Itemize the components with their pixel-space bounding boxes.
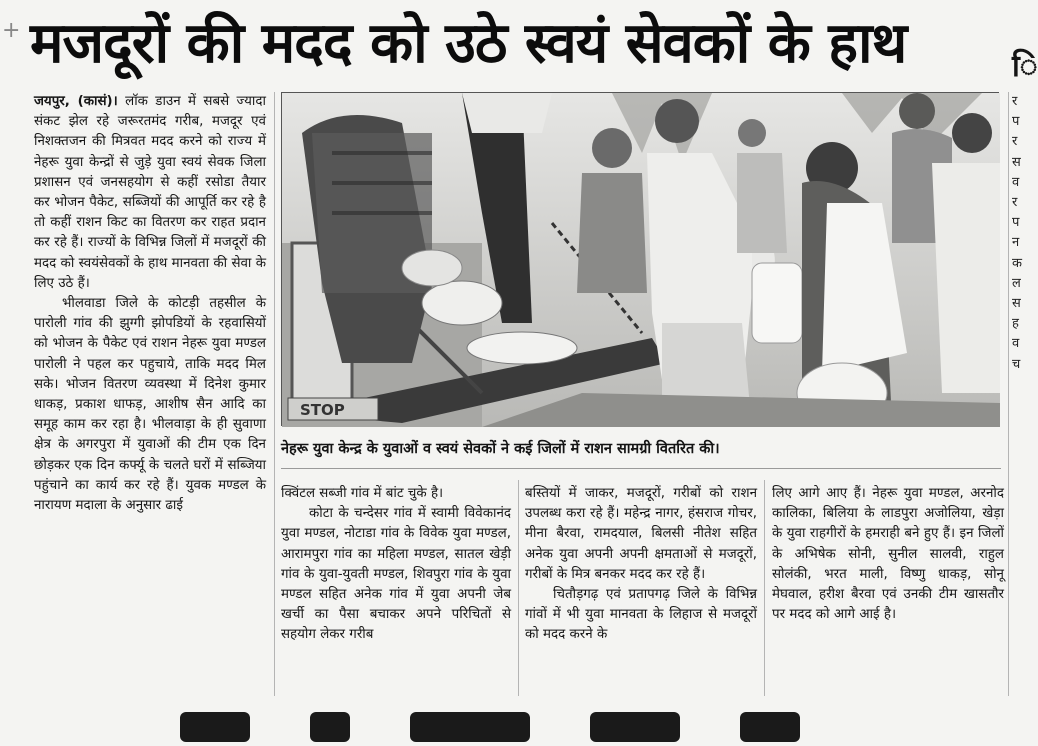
article-column-1 [34,92,266,702]
next-headline-fragment [180,712,980,727]
column-rule [274,92,275,696]
paragraph: लिए आगे आए हैं। नेहरू युवा मण्डल, अरनोद कालिका, बिलिया के लाडपुरा अजोलिया, खेड़ा के युवा राहगीरों के हमराही बने हुए हैं। इन जिलों के अभिषेक सोनी, सुनील सालवी, राहुल सोलंकी, भरत माली, विष्णु धाकड़, सोनू मेघवाल, हरीश बैरवा एवं उनकी टीम खासतौर पर मदद को आगे आई है। [772,486,1004,623]
column-rule [518,480,519,696]
paragraph: भीलवाडा जिले के कोटड़ी तहसील के पारोली गांव की झुग्गी झोपडियों के रहवासियों को भोजन के पैकेट एवं राशन नेहरू युवा मण्डल पारोली ने पहल कर पहुचाये, ताकि मदद मिल सके। भोजन वितरण व्यवस्था में दिनेश कुमार धाकड़, प्रकाश धाफड़, आशीष सैन आदि का समूह काम कर रहा है। भीलवाड़ा के ही सुवाणा क्षेत्र के अगरपुरा में युवाओं की टीम एक दिन छोड़कर एक दिन कर्फ्यू के चलते घरों में सब्जिया पहुंचाने का कार्य कर रहे हैं। युवक मण्डल के नारायण मदाला के अनुसार ढाई [34,296,266,514]
headline: मजदूरों की मदद को उठे स्वयं सेवकों के हाथ [30,11,907,76]
crop-mark: + [2,18,21,43]
paragraph: कोटा के चन्देसर गांव में स्वामी विवेकानंद युवा मण्डल, नोटाडा गांव के विवेक युवा मण्डल, आरामपुरा गांव का महिला मण्डल, सातल खेड़ी गांव के युवा-युवती मण्डल, शिवपुरा गांव के युवा मण्डल सहित अनेक गांव में युवा अपनी जेब खर्ची का पैसा बचाकर अपने परिचितों से सहयोग लेकर गरीब [281,506,511,643]
paragraph: क्विंटल सब्जी गांव में बांट चुके है। [281,486,444,501]
dateline: जयपुर, (कासं)। [34,94,118,109]
caption-rule [281,468,1001,469]
article-column-3 [525,484,757,699]
adjacent-article-edge: ि [1012,49,1038,84]
article-column-4 [772,484,1004,699]
column-rule [764,480,765,696]
paragraph: बस्तियों में जाकर, मजदूरों, गरीबों को राशन उपलब्ध करा रहे हैं। महेन्द्र नागर, हंसराज गोचर, मीना बैरवा, रामदयाल, बिलसी नीतेश सहित अनेक युवा अपनी अपनी क्षमताओं से मजदूरों, गरीबों के मित्र बनकर मदद कर रहे हैं। [525,486,757,582]
article-column-2 [281,484,511,699]
adjacent-article-fragment: र प र स व र प न क ल स ह व च [1012,94,1022,372]
paragraph: चितौड़गढ़ एवं प्रतापगढ़ जिले के विभिन्न गांवों में भी युवा मानवता के लिहाज से मजदूरों को मदद करने के [525,587,757,643]
vehicle-stop-text: STOP [300,401,345,419]
column-rule [1008,92,1009,696]
paragraph-text: लॉक डाउन में सबसे ज्यादा संकट झेल रहे जरूरतमंद गरीब, मजदूर एवं निशक्तजन की मित्रवत मदद करने को राज्य में नेहरू युवा केन्द्रों से जुड़े युवा स्वयं सेवक जिला प्रशासन एवं जनसहयोग से कहीं रसोडा तैयार कर भोजन पैकेट, सब्जियों की आपूर्ति कर रहे है तो कहीं राशन किट का वितरण कर राहत प्रदान कर रहे हैं। राज्यों के विभिन्न जिलों में मजदूरों की मदद को स्वयंसेवकों के हाथ मानवता की सेवा के लिए उठे हैं। [34,94,266,291]
news-photo [281,92,999,426]
paragraph [34,92,266,294]
photo-caption: नेहरू युवा केन्द्र के युवाओं व स्वयं सेवकों ने कई जिलों में राशन सामग्री वितरित की। [281,441,720,457]
